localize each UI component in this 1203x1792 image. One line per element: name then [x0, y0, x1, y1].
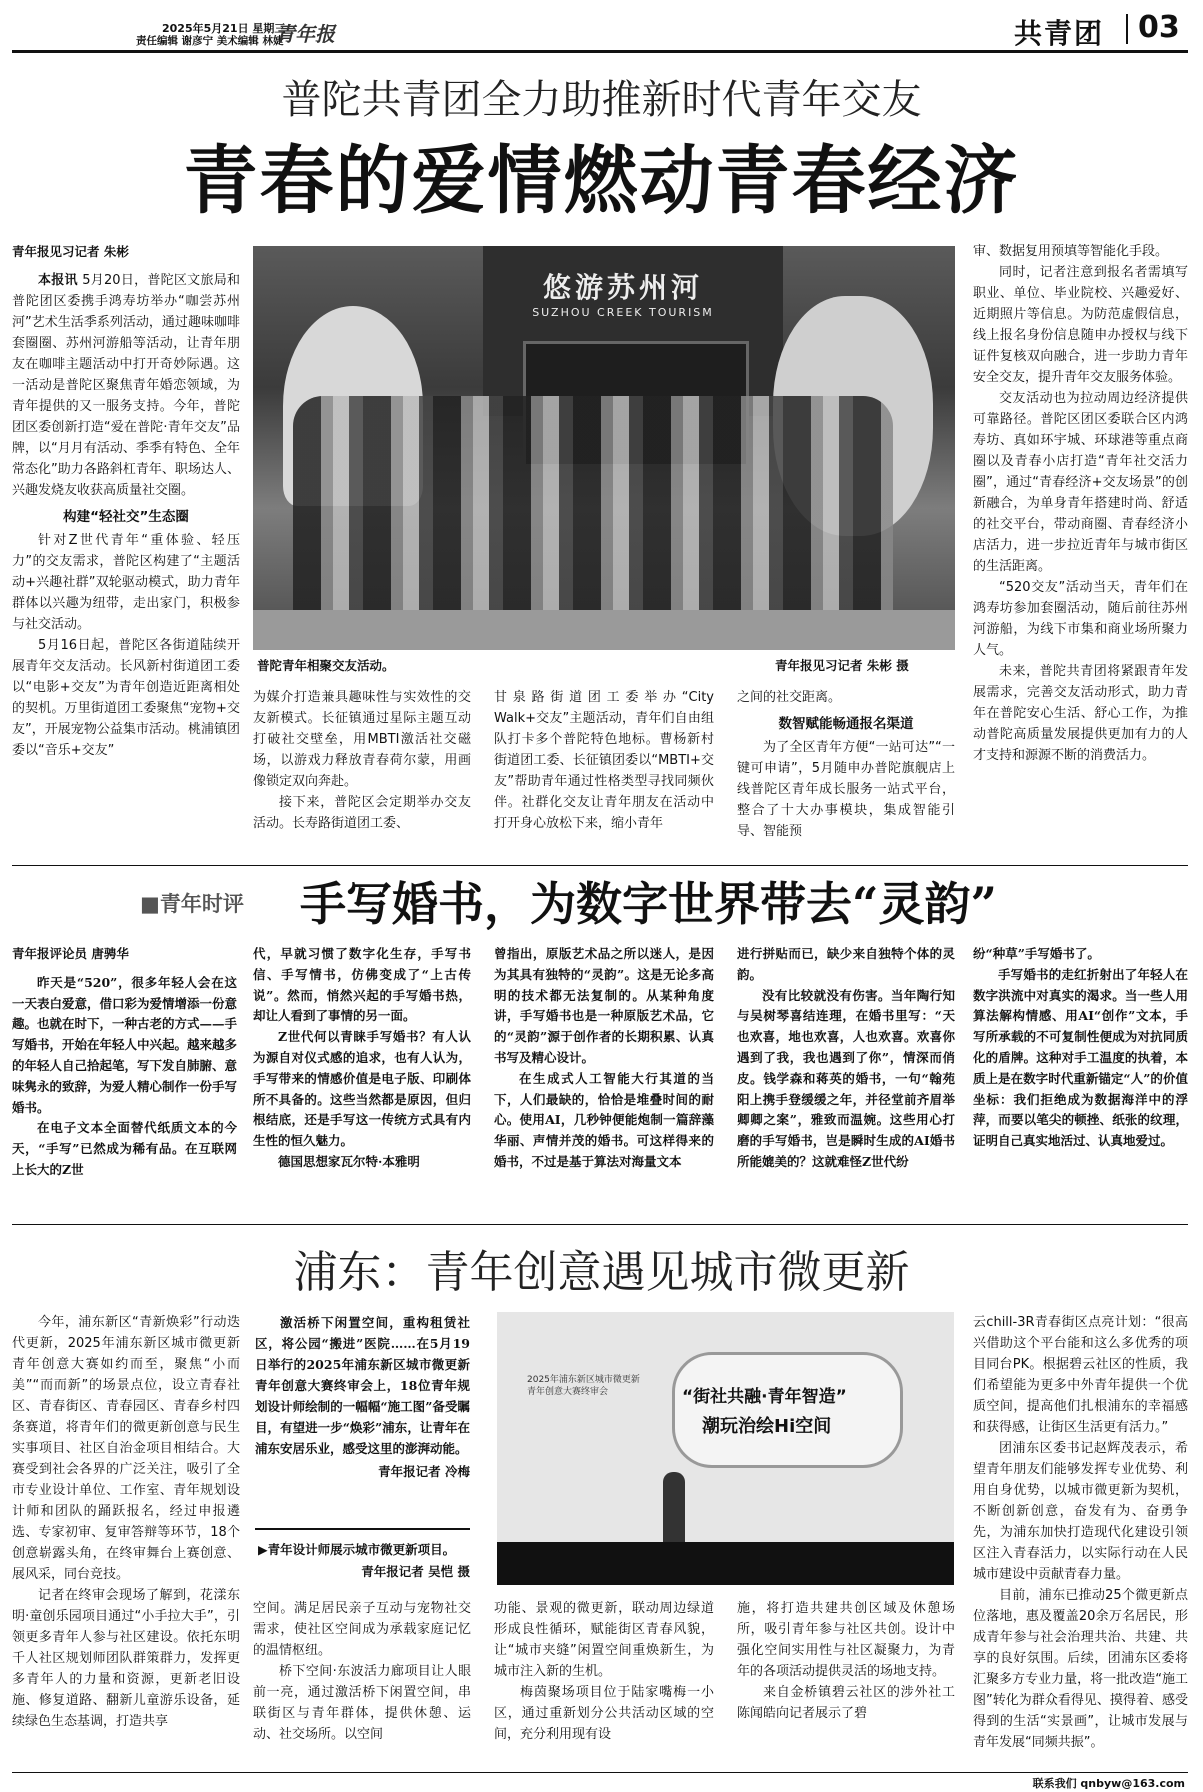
paragraph: 5月16日起，普陀区各街道陆续开展青年交友活动。长风新村街道团工委以“电影+交友”为青年创造近距离相处的契机。万里街道团工委聚焦“宠物+交友”，开展宠物公益集市活动。桃浦镇团委以“音乐+交友” — [12, 638, 240, 758]
sign-english: SUZHOU CREEK TOURISM — [532, 306, 714, 319]
paragraph: 施，将打造共建共创区域及休憩场所，吸引青年参与社区共创。设计中强化空间实用性与社区凝聚力，为青年的各项活动提供灵活的场地支持。 — [737, 1601, 955, 1679]
stage-title-panel — [672, 1352, 903, 1468]
story2-col5 — [973, 944, 1188, 1152]
paragraph: 云chill-3R青春街区点亮计划：“很高兴借助这个平台能和这么多优秀的项目同台PK。根据碧云社区的性质，我们希望能为更多中外青年提供一个优质空间，提高他们扎根浦东的幸福感和获得感，让街区生活更有活力。” — [973, 1315, 1188, 1435]
caption-credit: 青年报记者 吴恺 摄 — [361, 1564, 470, 1579]
paragraph: 之间的社交距离。 — [737, 690, 842, 705]
editors-line: 责任编辑 谢彦宁 美术编辑 林婕 — [136, 35, 284, 47]
story1-byline: 青年报见习记者 朱彬 — [12, 244, 129, 259]
lead-label: 本报讯 — [38, 273, 78, 288]
story2-byline: 青年报评论员 唐骋华 — [12, 946, 129, 961]
paragraph: 来自金桥镇碧云社区的涉外社工陈闻皓向记者展示了碧 — [737, 1685, 955, 1721]
paragraph: Z世代何以青睐手写婚书？有人认为源自对仪式感的追求，也有人认为，手写带来的情感价值是电子版、印刷体所不具备的。这些当然都是原因，但归根结底，还是手写这一传统方式具有内生性的恒久魅力。 — [253, 1029, 471, 1149]
story2-col4 — [737, 944, 955, 1173]
paragraph: 昨天是“520”，很多年轻人会在这一天表白爱意，借口彩为爱情增添一份意趣。也就在时下，一种古老的方式——手写婚书，开始在年轻人中兴起。越来越多的年轻人自己拾起笔，写下发自肺腑、意味隽永的致辞，为爱人精心制作一份手写婚书。 — [12, 974, 238, 1115]
newspaper-logo: 青年报 — [275, 22, 335, 46]
commentary-label: ■青年时评 — [140, 892, 244, 916]
paragraph: 在生成式人工智能大行其道的当下，人们最缺的，恰恰是堆叠时间的耐心。使用AI，几秒钟便能炮制一篇辞藻华丽、声情并茂的婚书。可这样得来的婚书，不过是基于算法对海量文本 — [494, 1070, 714, 1169]
paragraph: 德国思想家瓦尔特·本雅明 — [278, 1153, 420, 1169]
paragraph: 接下来，普陀区会定期举办交友活动。长寿路街道团工委、 — [253, 795, 471, 831]
paragraph: 桥下空间·东波活力廊项目让人眼前一亮，通过激活桥下闲置空间，串联街区与青年群体，提供休憩、运动、社交场所。以空间 — [253, 1664, 471, 1742]
story1-rule — [12, 865, 1188, 866]
story1-kicker: 普陀共青团全力助推新时代青年交友 — [281, 77, 922, 123]
masthead — [12, 8, 1188, 50]
paragraph: 今年，浦东新区“青新焕彩”行动迭代更新，2025年浦东新区城市微更新青年创意大赛如约而至，聚焦“小而美”“而而新”的场景点位，设立青春社区、青春街区、青春园区、青春乡村四条赛道，将青年们的微更新创意与民生实事项目、社区自治金项目相结合。大赛受到社会各界的广泛关注，吸引了全市专业设计单位、工作室、青年规划设计师和团队的踊跃报名，经过申报遴选、专家初审、复审答辩等环节，18个创意崭露头角，在终审舞台上赛创意、展风采，同台竞技。 — [12, 1315, 240, 1582]
paragraph: 未来，普陀共青团将紧跟青年发展需求，完善交友活动形式，助力青年在普陀安心生活、舒心工作，为推动普陀高质量发展提供更加有力的人才支持和源源不断的消费活力。 — [973, 664, 1188, 763]
paragraph: 手写婚书的走红折射出了年轻人在数字洪流中对真实的渴求。当一些人用算法解构情感、用AI“创作”文本，手写所承载的不可复制性便成为对抗同质化的盾牌。这种对手工温度的执着，本质上是在数字时代重新锚定“人”的价值坐标：我们拒绝成为数据海洋中的浮萍，而要以笔尖的顿挫、纸张的纹理，证明自己真实地活过、认真地爱过。 — [973, 966, 1188, 1149]
paragraph: 功能、景观的微更新，联动周边绿道形成良性循环，赋能街区青春风貌，让“城市夹缝”闲置空间重焕新生，为城市注入新的生机。 — [494, 1601, 714, 1679]
footer-contact: 联系我们 qnbyw@163.com — [1032, 1777, 1185, 1790]
story3-headline: 浦东：青年创意遇见城市微更新 — [293, 1247, 910, 1298]
story1-col3 — [494, 687, 714, 834]
story1-photo-caption: 普陀青年相聚交友活动。 — [257, 658, 395, 673]
paragraph: 团浦东区委书记赵辉茂表示，希望青年朋友们能够发挥专业优势、利用自身优势，以城市微更新为契机，不断创新创意，奋发有为、奋勇争先，为浦东加快打造现代化建设引领区注入青春活力，以实际行动在人民城市建设中贡献青春力量。 — [973, 1441, 1188, 1582]
date-line: 2025年5月21日 星期三 — [162, 22, 286, 35]
paragraph: 在电子文本全面替代纸质文本的今天，“手写”已然成为稀有品。在互联网上长大的Z世 — [12, 1120, 237, 1177]
paragraph: 为媒介打造兼具趣味性与实效性的交友新模式。长征镇通过星际主题互动打破社交壁垒，用MBTI激活社交磁场，以游戏力释放青春荷尔蒙，用画像锁定双向奔赴。 — [253, 690, 471, 789]
story3-col3 — [494, 1598, 714, 1745]
stage-small-text: 2025年浦东新区城市微更新青年创意大赛终审会 — [527, 1375, 640, 1397]
pavement — [253, 610, 955, 650]
sign-chinese: 悠游苏州河 — [542, 271, 703, 304]
paragraph: 代，早就习惯了数字化生存，手写书信、手写情书，仿佛变成了“上古传说”。然而，悄然兴起的手写婚书热，却让人看到了事情的另一面。 — [253, 946, 471, 1024]
story3-col1 — [12, 1312, 240, 1732]
story3-col4 — [737, 1598, 955, 1724]
subhead: 数智赋能畅通报名渠道 — [778, 716, 914, 732]
story2-col3 — [494, 944, 714, 1173]
speaker — [663, 1472, 685, 1552]
caption-rule — [255, 1528, 470, 1530]
store-sign — [493, 266, 753, 336]
story1-col5 — [973, 241, 1188, 766]
paragraph: 纷“种草”手写婚书了。 — [973, 946, 1100, 961]
paragraph: 记者在终审会现场了解到，花漾东明·童创乐园项目通过“小手拉大手”，引领更多青年人参与社区建设。依托东明千人社区规划师团队群策群力，发挥更多青年人的力量和资源，更新老旧设施、修复道路、翻新儿童游乐设备，延续绿色生态基调，打造共享 — [12, 1588, 240, 1729]
story2-col2 — [253, 944, 471, 1173]
story3-col5 — [973, 1312, 1188, 1753]
header-rule — [12, 50, 1188, 53]
story2-headline: 手写婚书，为数字世界带去“灵韵” — [300, 877, 997, 931]
story2-col1 — [12, 944, 237, 1181]
paragraph: 审、数据复用预填等智能化手段。 — [973, 244, 1169, 259]
stage-title-1: “街社共融·青年智造” — [682, 1387, 847, 1407]
story3-intro-box — [255, 1312, 470, 1482]
story1-headline: 青春的爱情燃动青春经济 — [183, 138, 1020, 224]
intro-text: 激活桥下闲置空间，重构租赁社区，将公园“搬进”医院……在5月19日举行的2025年浦东新区城市微更新青年创意大赛终审会上，18位青年规划设计师绘制的一幅幅“施工图”备受瞩目，有望进一步“焕彩”浦东，让青年在浦东安居乐业，感受这里的澎湃动能。 — [255, 1315, 470, 1456]
intro-credit: 青年报记者 冷梅 — [378, 1464, 470, 1479]
story1-col4 — [737, 687, 955, 842]
paragraph: 没有比较就没有伤害。当年陶行知与吴树琴喜结连理，在婚书里写：“天也欢喜，地也欢喜，人也欢喜。欢喜你遇到了我，我也遇到了你”，情深而俏皮。钱学森和蒋英的婚书，一句“翰苑阳上携手登缓缓之年，并径堂前齐眉举卿卿之案”，雅致而温婉。这些用心打磨的手写婚书，岂是瞬时生成的AI婚书所能媲美的？这就难怪Z世代纷 — [737, 987, 955, 1169]
footer-rule — [12, 1772, 1188, 1773]
paragraph: 为了全区青年方便“一站可达”“一键可申请”，5月随申办普陀旗舰店上线普陀区青年成长服务一站式平台，整合了十大办事模块，集成智能引导、智能预 — [737, 740, 955, 839]
paragraph: 梅茵聚场项目位于陆家嘴梅一小区，通过重新划分公共活动区域的空间，充分利用现有设 — [494, 1685, 714, 1742]
story3-col2 — [253, 1598, 471, 1745]
story1-col1 — [12, 241, 240, 761]
section-name: 共青团 — [1014, 17, 1105, 50]
paragraph: 目前，浦东已推动25个微更新点位落地，惠及覆盖20余万名居民，形成青年参与社会治理共治、共建、共享的良好氛围。后续，团浦东区委将汇聚多方专业力量，将一批改造“施工图”转化为群众看得见、摸得着、感受得到的生活“实景画”，让城市发展与青年发展“同频共振”。 — [973, 1588, 1188, 1750]
story1-photo-credit: 青年报见习记者 朱彬 摄 — [775, 658, 909, 673]
crowd — [293, 396, 893, 646]
story1-col2 — [253, 687, 471, 834]
paragraph: 曾指出，原版艺术品之所以迷人，是因为其具有独特的“灵韵”。这是无论多高明的技术都无法复制的。从某种角度讲，手写婚书也是一种原版艺术品，它的“灵韵”源于创作者的长期积累、认真书写及精心设计。 — [494, 946, 714, 1065]
section-divider — [1126, 14, 1128, 44]
paragraph: 甘泉路街道团工委举办“City Walk+交友”主题活动，青年们自由组队打卡多个普陀特色地标。曹杨新村街道团工委、长征镇团委以“MBTI+交友”帮助青年通过性格类型寻找同频伙伴。社群化交友让青年朋友在活动中打开身心放松下来，缩小青年 — [494, 690, 714, 831]
paragraph: 交友活动也为拉动周边经济提供可靠路径。普陀区团区委联合区内鸿寿坊、真如环宇城、环球港等重点商圈以及青春小店打造“青年社交活力圈”，通过“青春经济+交友场景”的创新融合，为单身青年搭建时尚、舒适的社交平台，带动商圈、青春经济小店活力，进一步拉近青年与城市街区的生活距离。 — [973, 391, 1188, 574]
caption-text: ▶青年设计师展示城市微更新项目。 — [258, 1542, 456, 1557]
paragraph-text: 5月20日，普陀区文旅局和普陀团区委携手鸿寿坊举办“咖尝苏州河”艺术生活季系列活动，通过趣味咖啡套圈圈、苏州河游船等活动，让青年朋友在咖啡主题活动中打开奇妙际遇。这一活动是普陀区聚焦青年婚恋领域，为青年提供的又一服务支持。今年，普陀团区委创新打造“爱在普陀·青年交友”品牌，以“月月有活动、季季有特色、全年常态化”助力各路斜杠青年、职场达人、兴趣发烧友收获高质量社交圈。 — [12, 273, 240, 498]
paragraph — [12, 270, 240, 501]
paragraph: 针对Z世代青年“重体验、轻压力”的交友需求，普陀区构建了“主题活动+兴趣社群”双轮驱动模式，助力青年群体以兴趣为纽带，走出家门，积极参与社交活动。 — [12, 533, 240, 632]
paragraph: “520交友”活动当天，青年们在鸿寿坊参加套圈活动，随后前往苏州河游船，为线下市集和商业场所聚力人气。 — [973, 580, 1188, 658]
story3-photo-caption — [258, 1540, 470, 1582]
subhead: 构建“轻社交”生态圈 — [63, 509, 189, 525]
story2-rule — [12, 1224, 1188, 1225]
paragraph: 空间。满足居民亲子互动与宠物社交需求，使社区空间成为承载家庭记忆的温情枢纽。 — [253, 1601, 471, 1658]
paragraph: 同时，记者注意到报名者需填写职业、单位、毕业院校、兴趣爱好、近期照片等信息。为防范虚假信息，线上报名身份信息随申办授权与线下证件复核双向融合，进一步助力青年安全交友，提升青年交友服务体验。 — [973, 265, 1188, 385]
paragraph: 进行拼贴而已，缺少来自独特个体的灵韵。 — [737, 946, 955, 982]
stage-floor — [497, 1542, 954, 1585]
page-number: 03 — [1138, 10, 1180, 45]
stage-title-2: 潮玩治绘Hi空间 — [702, 1416, 832, 1437]
story1-photo — [253, 246, 955, 650]
story3-photo — [497, 1312, 954, 1585]
